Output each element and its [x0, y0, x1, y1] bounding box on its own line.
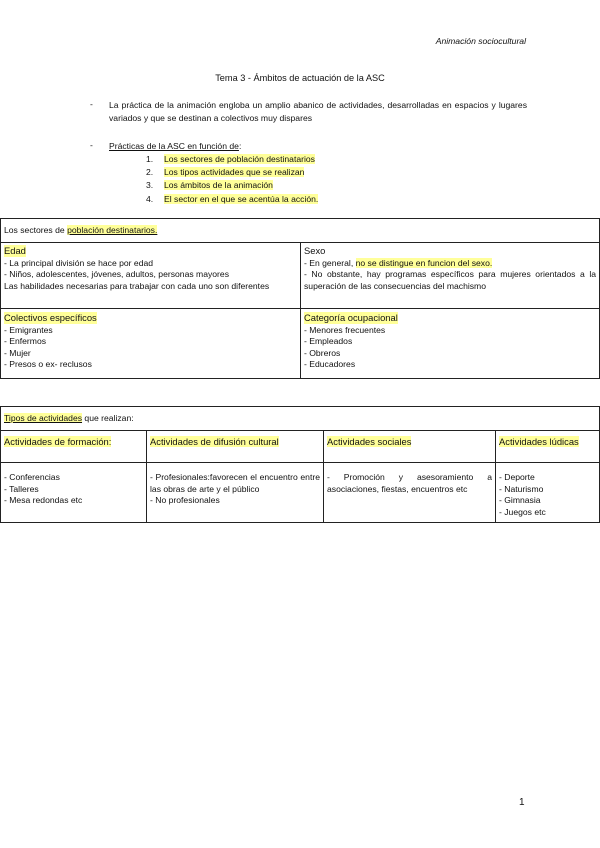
sociales-cell	[324, 463, 496, 523]
col-header-sociales	[324, 431, 496, 463]
colectivos-cell	[1, 309, 301, 379]
col-header-difusion	[147, 431, 324, 463]
list-item	[146, 166, 527, 179]
header-suffix: que realizan:	[82, 412, 134, 423]
sociales-para: - Promoción y asesoramiento a asociaciones, fiestas, encuentros etc	[327, 472, 492, 494]
practicas-heading	[109, 140, 527, 153]
edad-line: - La principal división se hace por edad	[4, 257, 154, 268]
list-number: 4.	[146, 193, 154, 204]
categoria-line: - Menores frecuentes	[304, 324, 386, 335]
list-item	[146, 193, 527, 206]
edad-cell	[1, 243, 301, 309]
list-number: 3.	[146, 180, 154, 191]
intro-bullet	[90, 99, 527, 125]
page-number: 1	[519, 797, 525, 808]
header-link: población destinatarios.	[67, 224, 158, 235]
sexo-title: Sexo	[304, 245, 326, 256]
col-title: Actividades sociales	[327, 436, 412, 447]
ludicas-line: - Naturismo	[499, 483, 544, 494]
categoria-line: - Educadores	[304, 359, 356, 370]
colectivos-line: - Emigrantes	[4, 324, 53, 335]
sexo-highlight: no se distingue en funcion del sexo.	[355, 257, 493, 268]
sexo-cell	[301, 243, 600, 309]
categoria-line: - Empleados	[304, 336, 353, 347]
list-number: 2.	[146, 167, 154, 177]
categoria-title: Categoría ocupacional	[304, 312, 398, 323]
list-text: El sector en el que se acentúa la acción.	[164, 193, 319, 204]
col-title: Actividades de formación:	[4, 436, 112, 447]
edad-title: Edad	[4, 245, 26, 256]
list-text: Los ámbitos de la animación	[164, 180, 273, 191]
ludicas-line: - Gimnasia	[499, 495, 541, 506]
practicas-bullet	[90, 140, 527, 206]
practicas-label: Prácticas de la ASC en función de	[109, 141, 239, 151]
formacion-line: - Talleres	[4, 483, 39, 494]
formacion-line: - Mesa redondas etc	[4, 495, 83, 506]
sexo-para: - No obstante, hay programas específicos para mujeres orientados a la superación de las consecuencias del machismo	[304, 269, 597, 291]
categoria-cell	[301, 309, 600, 379]
list-number: 1.	[146, 153, 154, 164]
sexo-prefix: - En general,	[304, 257, 356, 268]
bullet-dash: -	[90, 140, 93, 150]
ludicas-cell	[496, 463, 600, 523]
col-title: Actividades de difusión cultural	[150, 436, 279, 447]
edad-para: Las habilidades necesarias para trabajar con cada uno son diferentes	[4, 280, 270, 291]
header-link: Tipos de actividades	[4, 412, 83, 423]
col-header-ludicas	[496, 431, 600, 463]
practicas-colon: :	[238, 141, 242, 151]
difusion-line: - No profesionales	[150, 495, 220, 506]
formacion-line: - Conferencias	[4, 472, 60, 482]
difusion-para: - Profesionales:favorecen el encuentro entre las obras de arte y el público	[150, 472, 320, 494]
running-header: Animación sociocultural	[435, 36, 526, 46]
list-text: Los sectores de población destinatarios	[164, 153, 315, 164]
practicas-block	[109, 140, 527, 206]
categoria-line: - Obreros	[304, 347, 341, 358]
actividades-table-header	[1, 407, 600, 431]
ludicas-line: - Deporte	[499, 472, 535, 482]
col-header-formacion	[1, 431, 147, 463]
bullet-dash: -	[90, 99, 93, 109]
intro-text: La práctica de la animación engloba un amplio abanico de actividades, desarrolladas en espacios y lugares variados y que se destinan a colectivos muy dispares	[109, 100, 527, 123]
col-title: Actividades lúdicas	[499, 436, 579, 447]
colectivos-line: - Enfermos	[4, 336, 47, 347]
colectivos-line: - Mujer	[4, 347, 31, 358]
header-prefix: Los sectores de	[4, 224, 68, 235]
ludicas-line: - Juegos etc	[499, 506, 546, 517]
colectivos-line: - Presos o ex- reclusos	[4, 359, 92, 370]
difusion-cell	[147, 463, 324, 523]
practicas-list	[146, 153, 527, 207]
sectores-table	[0, 218, 600, 379]
list-text: Los tipos actividades que se realizan	[164, 167, 305, 177]
sectores-table-header	[1, 219, 600, 243]
page-title: Tema 3 - Ámbitos de actuación de la ASC	[215, 73, 385, 83]
formacion-cell	[1, 463, 147, 523]
sexo-line	[304, 258, 596, 270]
edad-line: - Niños, adolescentes, jóvenes, adultos, personas mayores	[4, 269, 229, 280]
list-item	[146, 153, 527, 166]
colectivos-title: Colectivos específicos	[4, 312, 97, 323]
list-item	[146, 179, 527, 192]
actividades-table	[0, 406, 600, 523]
